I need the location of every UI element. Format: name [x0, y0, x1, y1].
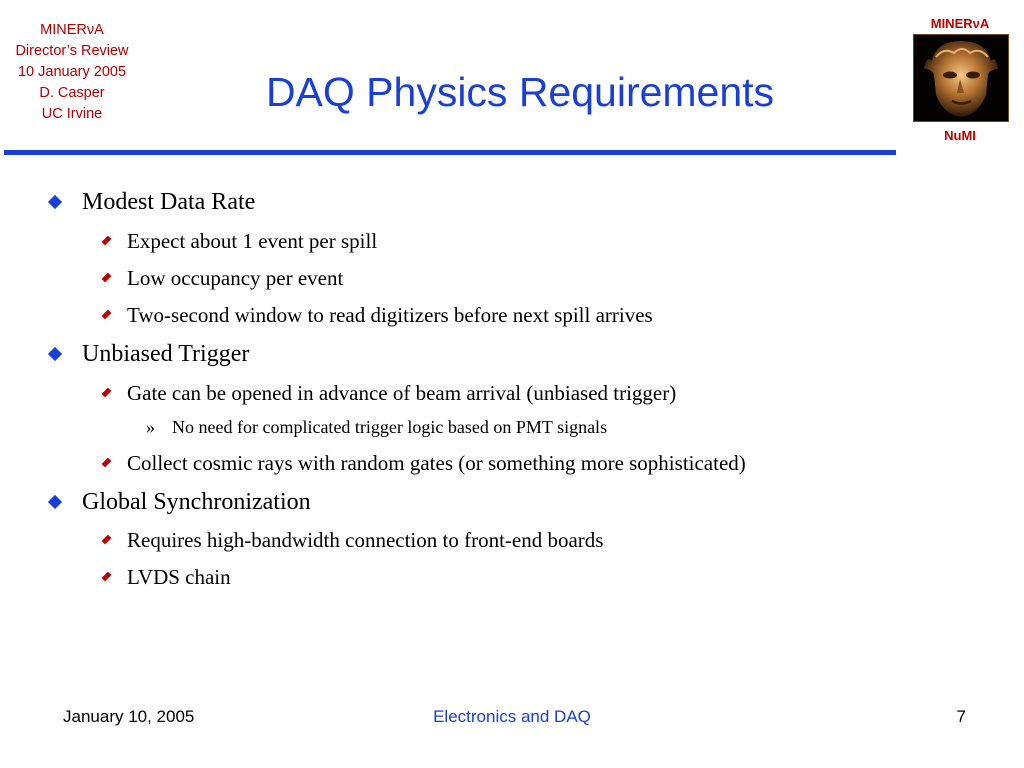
red-diamond-bullet-icon — [102, 273, 112, 283]
minerva-logo-image — [913, 34, 1009, 122]
bullet-text: Global Synchronization — [82, 489, 311, 515]
red-diamond-bullet-icon — [102, 388, 112, 398]
red-diamond-bullet-icon — [102, 535, 112, 545]
footer-title: Electronics and DAQ — [433, 707, 591, 726]
bullet-text: LVDS chain — [127, 565, 231, 589]
header-line-author: D. Casper — [39, 85, 105, 101]
bullet-text: No need for complicated trigger logic based on PMT signals — [172, 417, 608, 437]
header-line-date: 10 January 2005 — [17, 64, 127, 80]
bullet-item — [127, 526, 603, 554]
bullet-item — [127, 301, 653, 329]
logo-top-label: MINERνA — [930, 16, 990, 31]
slide-title: DAQ Physics Requirements — [265, 69, 775, 115]
red-diamond-bullet-icon — [102, 458, 112, 468]
bullet-text: Modest Data Rate — [82, 189, 256, 215]
bullet-item — [82, 338, 249, 370]
page-number: 7 — [956, 707, 966, 726]
blue-diamond-bullet-icon — [48, 195, 62, 209]
bullet-item — [146, 415, 608, 439]
bullet-item — [82, 186, 255, 218]
bullet-text: Unbiased Trigger — [82, 341, 250, 367]
bullet-item — [127, 449, 746, 477]
red-diamond-bullet-icon — [102, 236, 112, 246]
blue-diamond-bullet-icon — [48, 347, 62, 361]
bullet-item — [127, 227, 377, 255]
footer-date: January 10, 2005 — [63, 707, 195, 726]
bullet-text: Gate can be opened in advance of beam arrival (unbiased trigger) — [127, 381, 677, 405]
bullet-text: Two-second window to read digitizers before next spill arrives — [127, 303, 653, 327]
bullet-item — [127, 563, 231, 591]
bullet-text: Requires high-bandwidth connection to front-end boards — [127, 528, 604, 552]
bullet-text: Expect about 1 event per spill — [127, 229, 378, 253]
header-line-review: Director’s Review — [15, 43, 129, 59]
bullet-item — [127, 264, 343, 292]
bullet-item — [127, 379, 676, 407]
bullet-item — [82, 486, 311, 518]
logo-bottom-label: NuMI — [944, 128, 976, 143]
blue-diamond-bullet-icon — [48, 495, 62, 509]
title-divider — [4, 150, 896, 155]
header-line-institution: UC Irvine — [41, 106, 103, 122]
red-diamond-bullet-icon — [102, 310, 112, 320]
bullet-text: Collect cosmic rays with random gates (or something more sophisticated) — [127, 451, 746, 475]
chevron-bullet-icon: » — [146, 417, 155, 437]
red-diamond-bullet-icon — [102, 572, 112, 582]
header-line-experiment: MINERνA — [40, 22, 104, 38]
header-info — [4, 20, 140, 125]
bullet-text: Low occupancy per event — [127, 266, 344, 290]
